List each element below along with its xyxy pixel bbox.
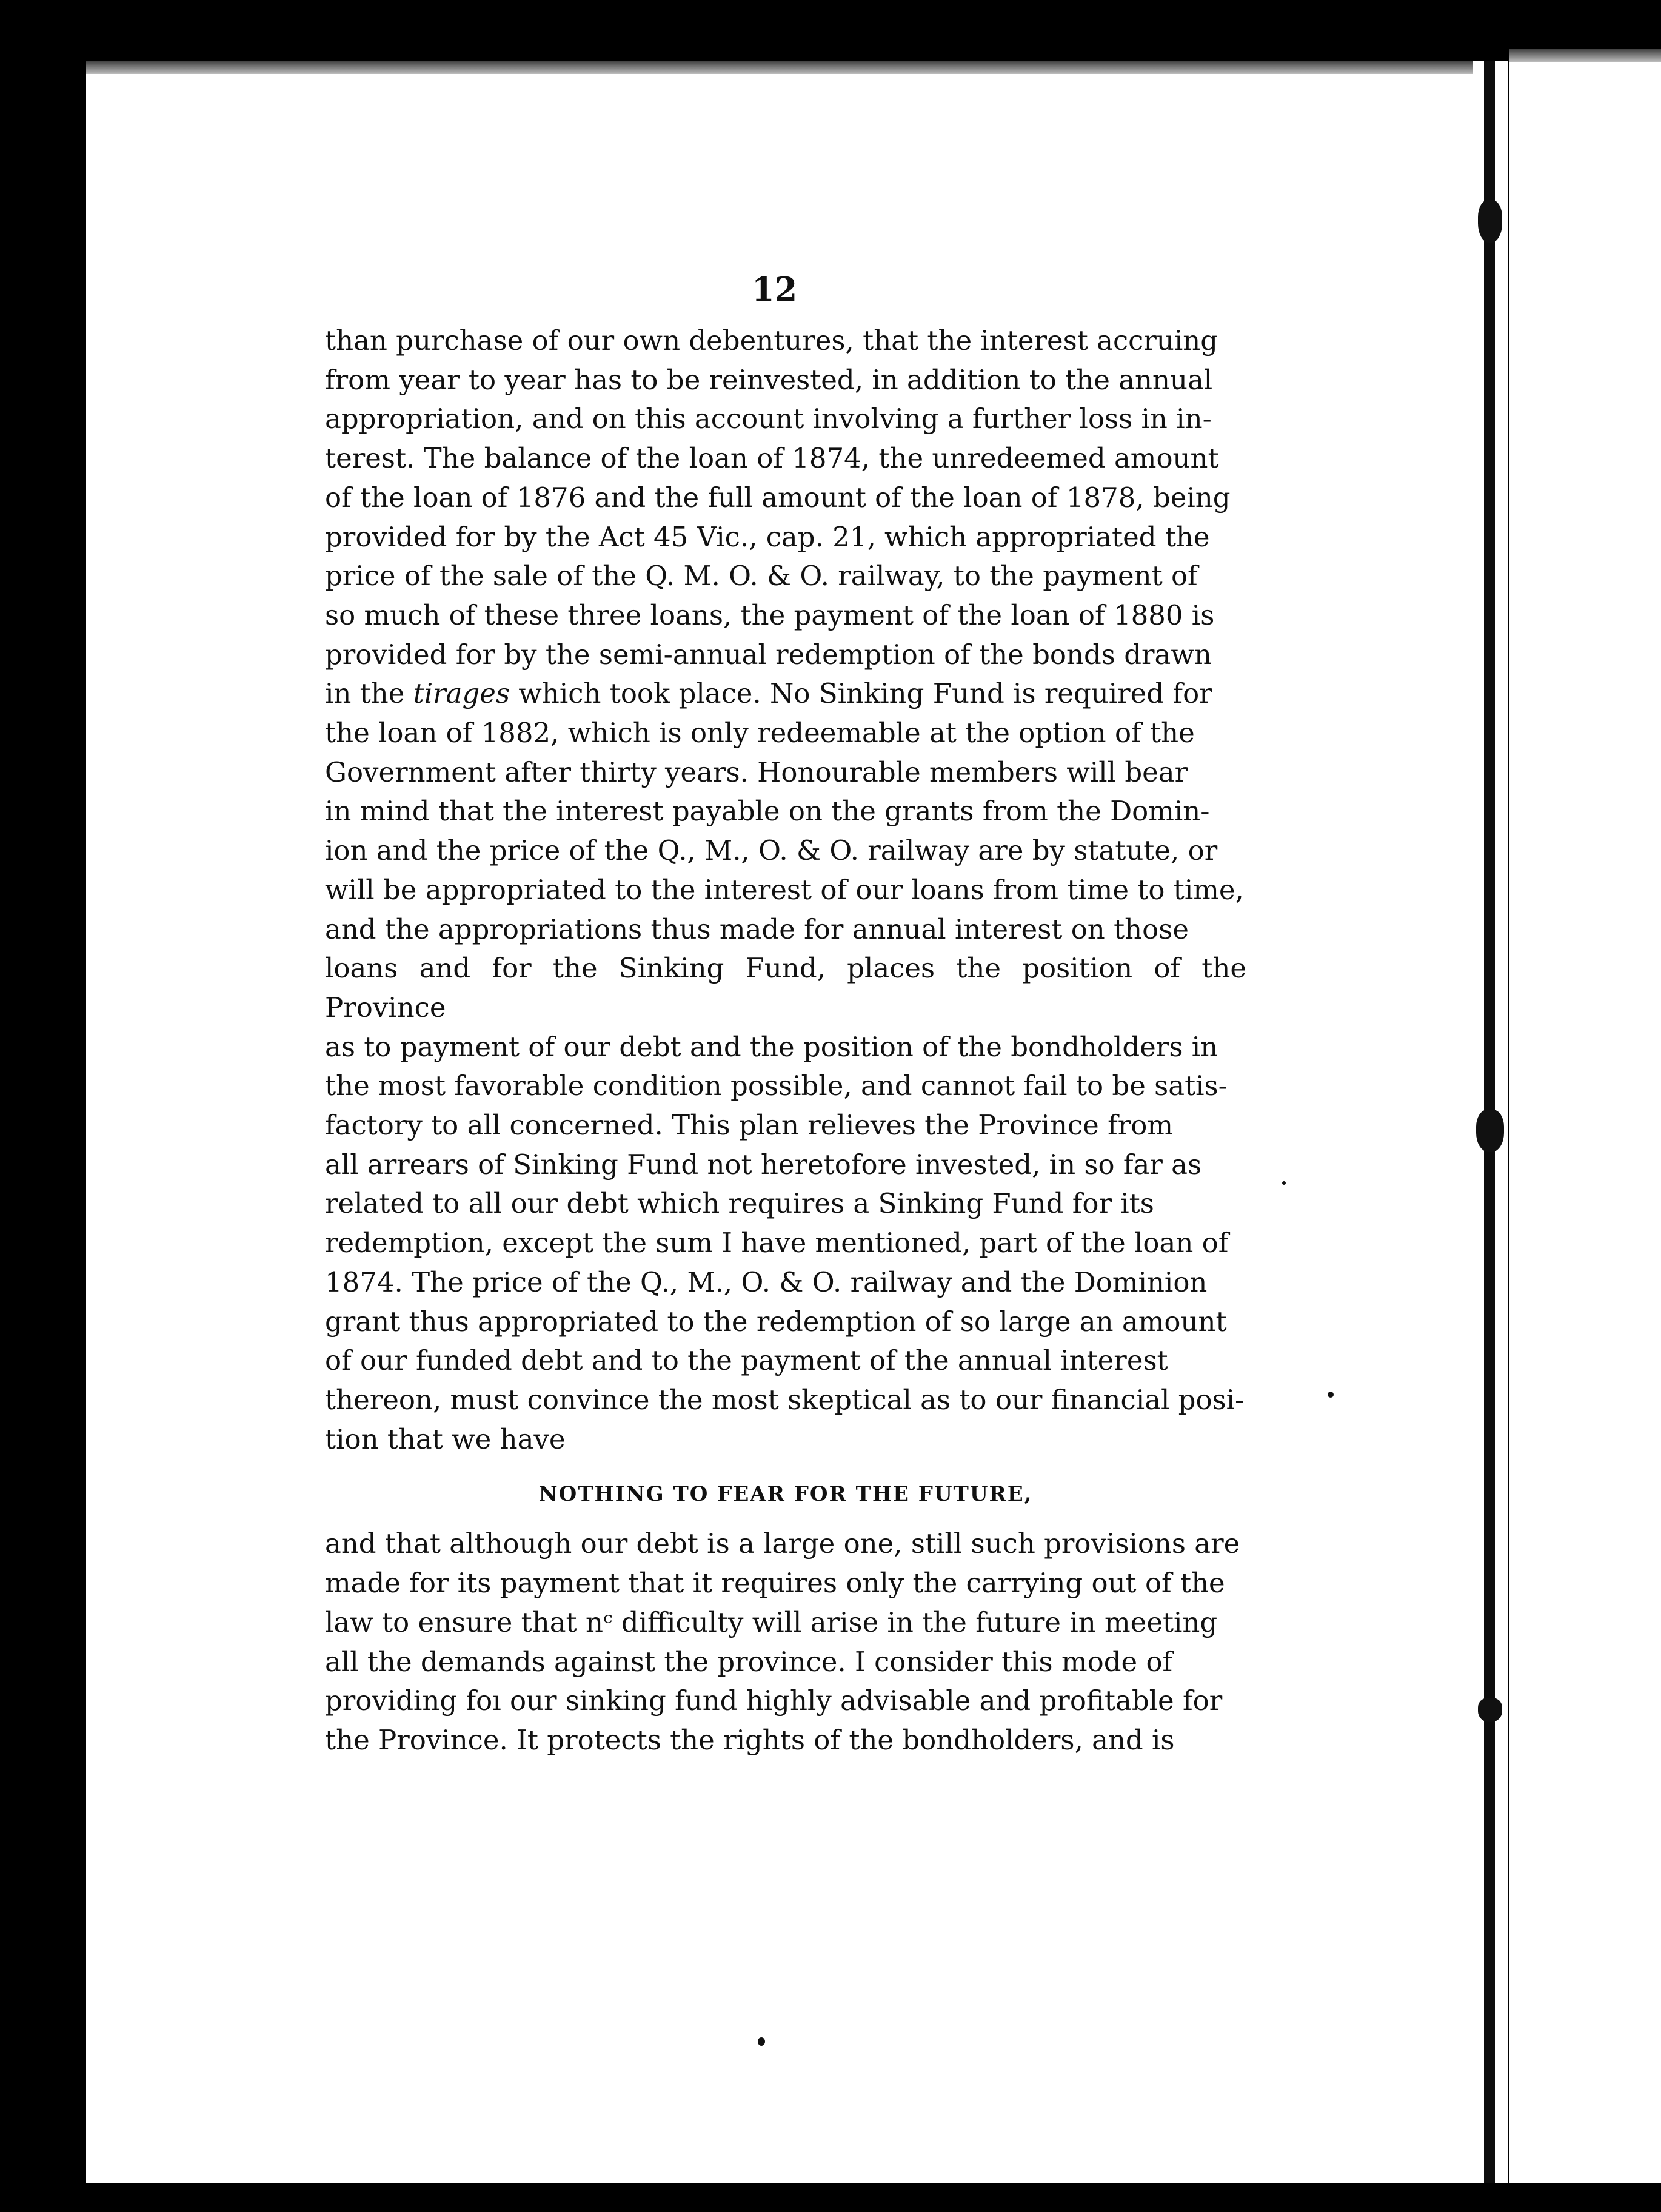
text-line: 1874. The price of the Q., M., O. & O. railway and the Dominion	[325, 1265, 1208, 1298]
text-line: and the appropriations thus made for annual interest on those	[325, 913, 1189, 945]
paragraph	[325, 1524, 1246, 1760]
paragraph	[325, 321, 1246, 1459]
text-line: of our funded debt and to the payment of the annual interest	[325, 1344, 1168, 1377]
text-line: the loan of 1882, which is only redeemable at the option of the	[325, 717, 1195, 749]
text-line: of the loan of 1876 and the full amount of the loan of 1878, being	[325, 481, 1231, 514]
text-line: loans and for the Sinking Fund, places the position of the Province	[325, 952, 1246, 1024]
text-line: Government after thirty years. Honourable members will bear	[325, 756, 1188, 788]
text-line: ion and the price of the Q., M., O. & O. railway are by statute, or	[325, 834, 1218, 867]
page-top-edge	[86, 61, 1492, 74]
text-line: appropriation, and on this account involving a further loss in in-	[325, 403, 1212, 435]
body-text	[325, 321, 1246, 1760]
ink-speck	[1328, 1392, 1334, 1398]
text-line: thereon, must convince the most skeptical as to our financial posi-	[325, 1383, 1245, 1416]
text-line: terest. The balance of the loan of 1874, the unredeemed amount	[325, 442, 1219, 475]
text-line: as to payment of our debt and the position of the bondholders in	[325, 1030, 1218, 1063]
text-line: the most favorable condition possible, and cannot fail to be satis-	[325, 1070, 1228, 1102]
text-line: and that although our debt is a large one, still such provisions are	[325, 1527, 1240, 1560]
italic-word: tirages	[413, 677, 510, 710]
text-line: provided for by the Act 45 Vic., cap. 21, which appropriated the	[325, 520, 1210, 553]
text-line: provided for by the semi-annual redemption of the bonds drawn	[325, 638, 1212, 671]
text-line: tion that we have	[325, 1423, 566, 1455]
ink-speck	[1282, 1181, 1286, 1185]
text-line: price of the sale of the Q. M. O. & O. railway, to the payment of	[325, 560, 1198, 592]
adjacent-page-edge	[1509, 49, 1661, 62]
text-line: providing foı our sinking fund highly advisable and profitable for	[325, 1684, 1223, 1717]
binding-knot	[1478, 1698, 1502, 1722]
text-line: than purchase of our own debentures, that the interest accruing	[325, 324, 1218, 357]
text-line: all arrears of Sinking Fund not heretofore invested, in so far as	[325, 1148, 1202, 1181]
text-line: law to ensure that nᶜ difficulty will arise in the future in meeting	[325, 1606, 1218, 1638]
text-line: factory to all concerned. This plan relieves the Province from	[325, 1109, 1173, 1142]
text-line: in mind that the interest payable on the grants from the Domin-	[325, 795, 1210, 828]
text-line: made for its payment that it requires only the carrying out of the	[325, 1567, 1225, 1600]
page-number: 12	[752, 270, 798, 309]
book-binding	[1473, 61, 1508, 2183]
section-heading: NOTHING TO FEAR FOR THE FUTURE,	[538, 1482, 1033, 1507]
text-line: all the demands against the province. I consider this mode of	[325, 1645, 1173, 1678]
text-line: redemption, except the sum I have mentioned, part of the loan of	[325, 1227, 1229, 1259]
binding-knot	[1478, 200, 1502, 243]
text-line: grant thus appropriated to the redemption of so large an amount	[325, 1305, 1227, 1338]
text-line: so much of these three loans, the payment of the loan of 1880 is	[325, 598, 1215, 631]
text-line: in the tirages which took place. No Sinking Fund is required for	[325, 677, 1212, 710]
ink-speck	[758, 2037, 765, 2046]
binding-knot	[1476, 1110, 1504, 1152]
text-line: related to all our debt which requires a Sinking Fund for its	[325, 1187, 1154, 1220]
text-line: the Province. It protects the rights of the bondholders, and is	[325, 1723, 1175, 1756]
text-line: will be appropriated to the interest of our loans from time to time,	[325, 873, 1244, 906]
adjacent-page	[1509, 49, 1661, 2183]
text-line: from year to year has to be reinvested, in addition to the annual	[325, 363, 1213, 396]
